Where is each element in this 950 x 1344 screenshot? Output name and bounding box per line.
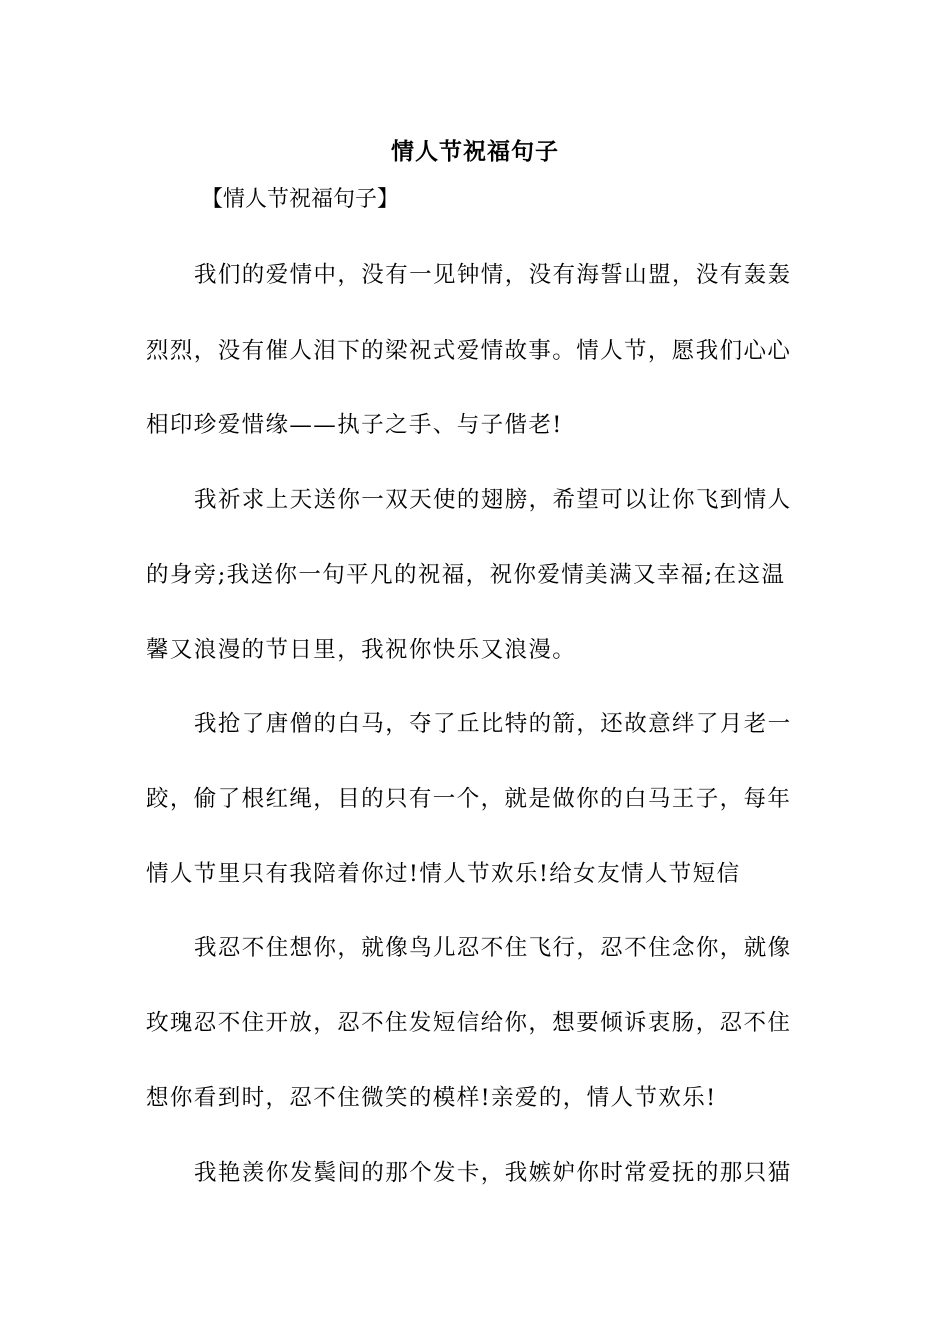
document-title: 情人节祝福句子 [391, 138, 559, 165]
paragraph-1-line-1: 我们的爱情中，没有一见钟情，没有海誓山盟，没有轰轰 [194, 262, 792, 288]
paragraph-5-line-1: 我艳羡你发鬓间的那个发卡，我嫉妒你时常爱抚的那只猫 [194, 1160, 792, 1186]
paragraph-3-line-3: 情人节里只有我陪着你过!情人节欢乐!给女友情人节短信 [146, 861, 741, 887]
paragraph-1-line-3: 相印珍爱惜缘——执子之手、与子偕老! [146, 412, 563, 438]
paragraph-4-line-3: 想你看到时，忍不住微笑的模样!亲爱的，情人节欢乐! [146, 1085, 717, 1111]
paragraph-2-line-1: 我祈求上天送你一双天使的翅膀，希望可以让你飞到情人 [194, 487, 792, 513]
paragraph-4-line-1: 我忍不住想你，就像鸟儿忍不住飞行，忍不住念你，就像 [194, 935, 792, 961]
paragraph-1-line-2: 烈烈，没有催人泪下的梁祝式爱情故事。情人节，愿我们心心 [146, 338, 792, 364]
paragraph-3-line-1: 我抢了唐僧的白马，夺了丘比特的箭，还故意绊了月老一 [194, 711, 792, 737]
paragraph-2-line-2: 的身旁;我送你一句平凡的祝福，祝你爱情美满又幸福;在这温 [146, 562, 786, 588]
paragraph-4-line-2: 玫瑰忍不住开放，忍不住发短信给你，想要倾诉衷肠，忍不住 [146, 1010, 792, 1036]
paragraph-2-line-3: 馨又浪漫的节日里，我祝你快乐又浪漫。 [146, 637, 577, 663]
paragraph-3-line-2: 跤，偷了根红绳，目的只有一个，就是做你的白马王子，每年 [146, 786, 792, 812]
document-subtitle: 【情人节祝福句子】 [201, 187, 400, 212]
